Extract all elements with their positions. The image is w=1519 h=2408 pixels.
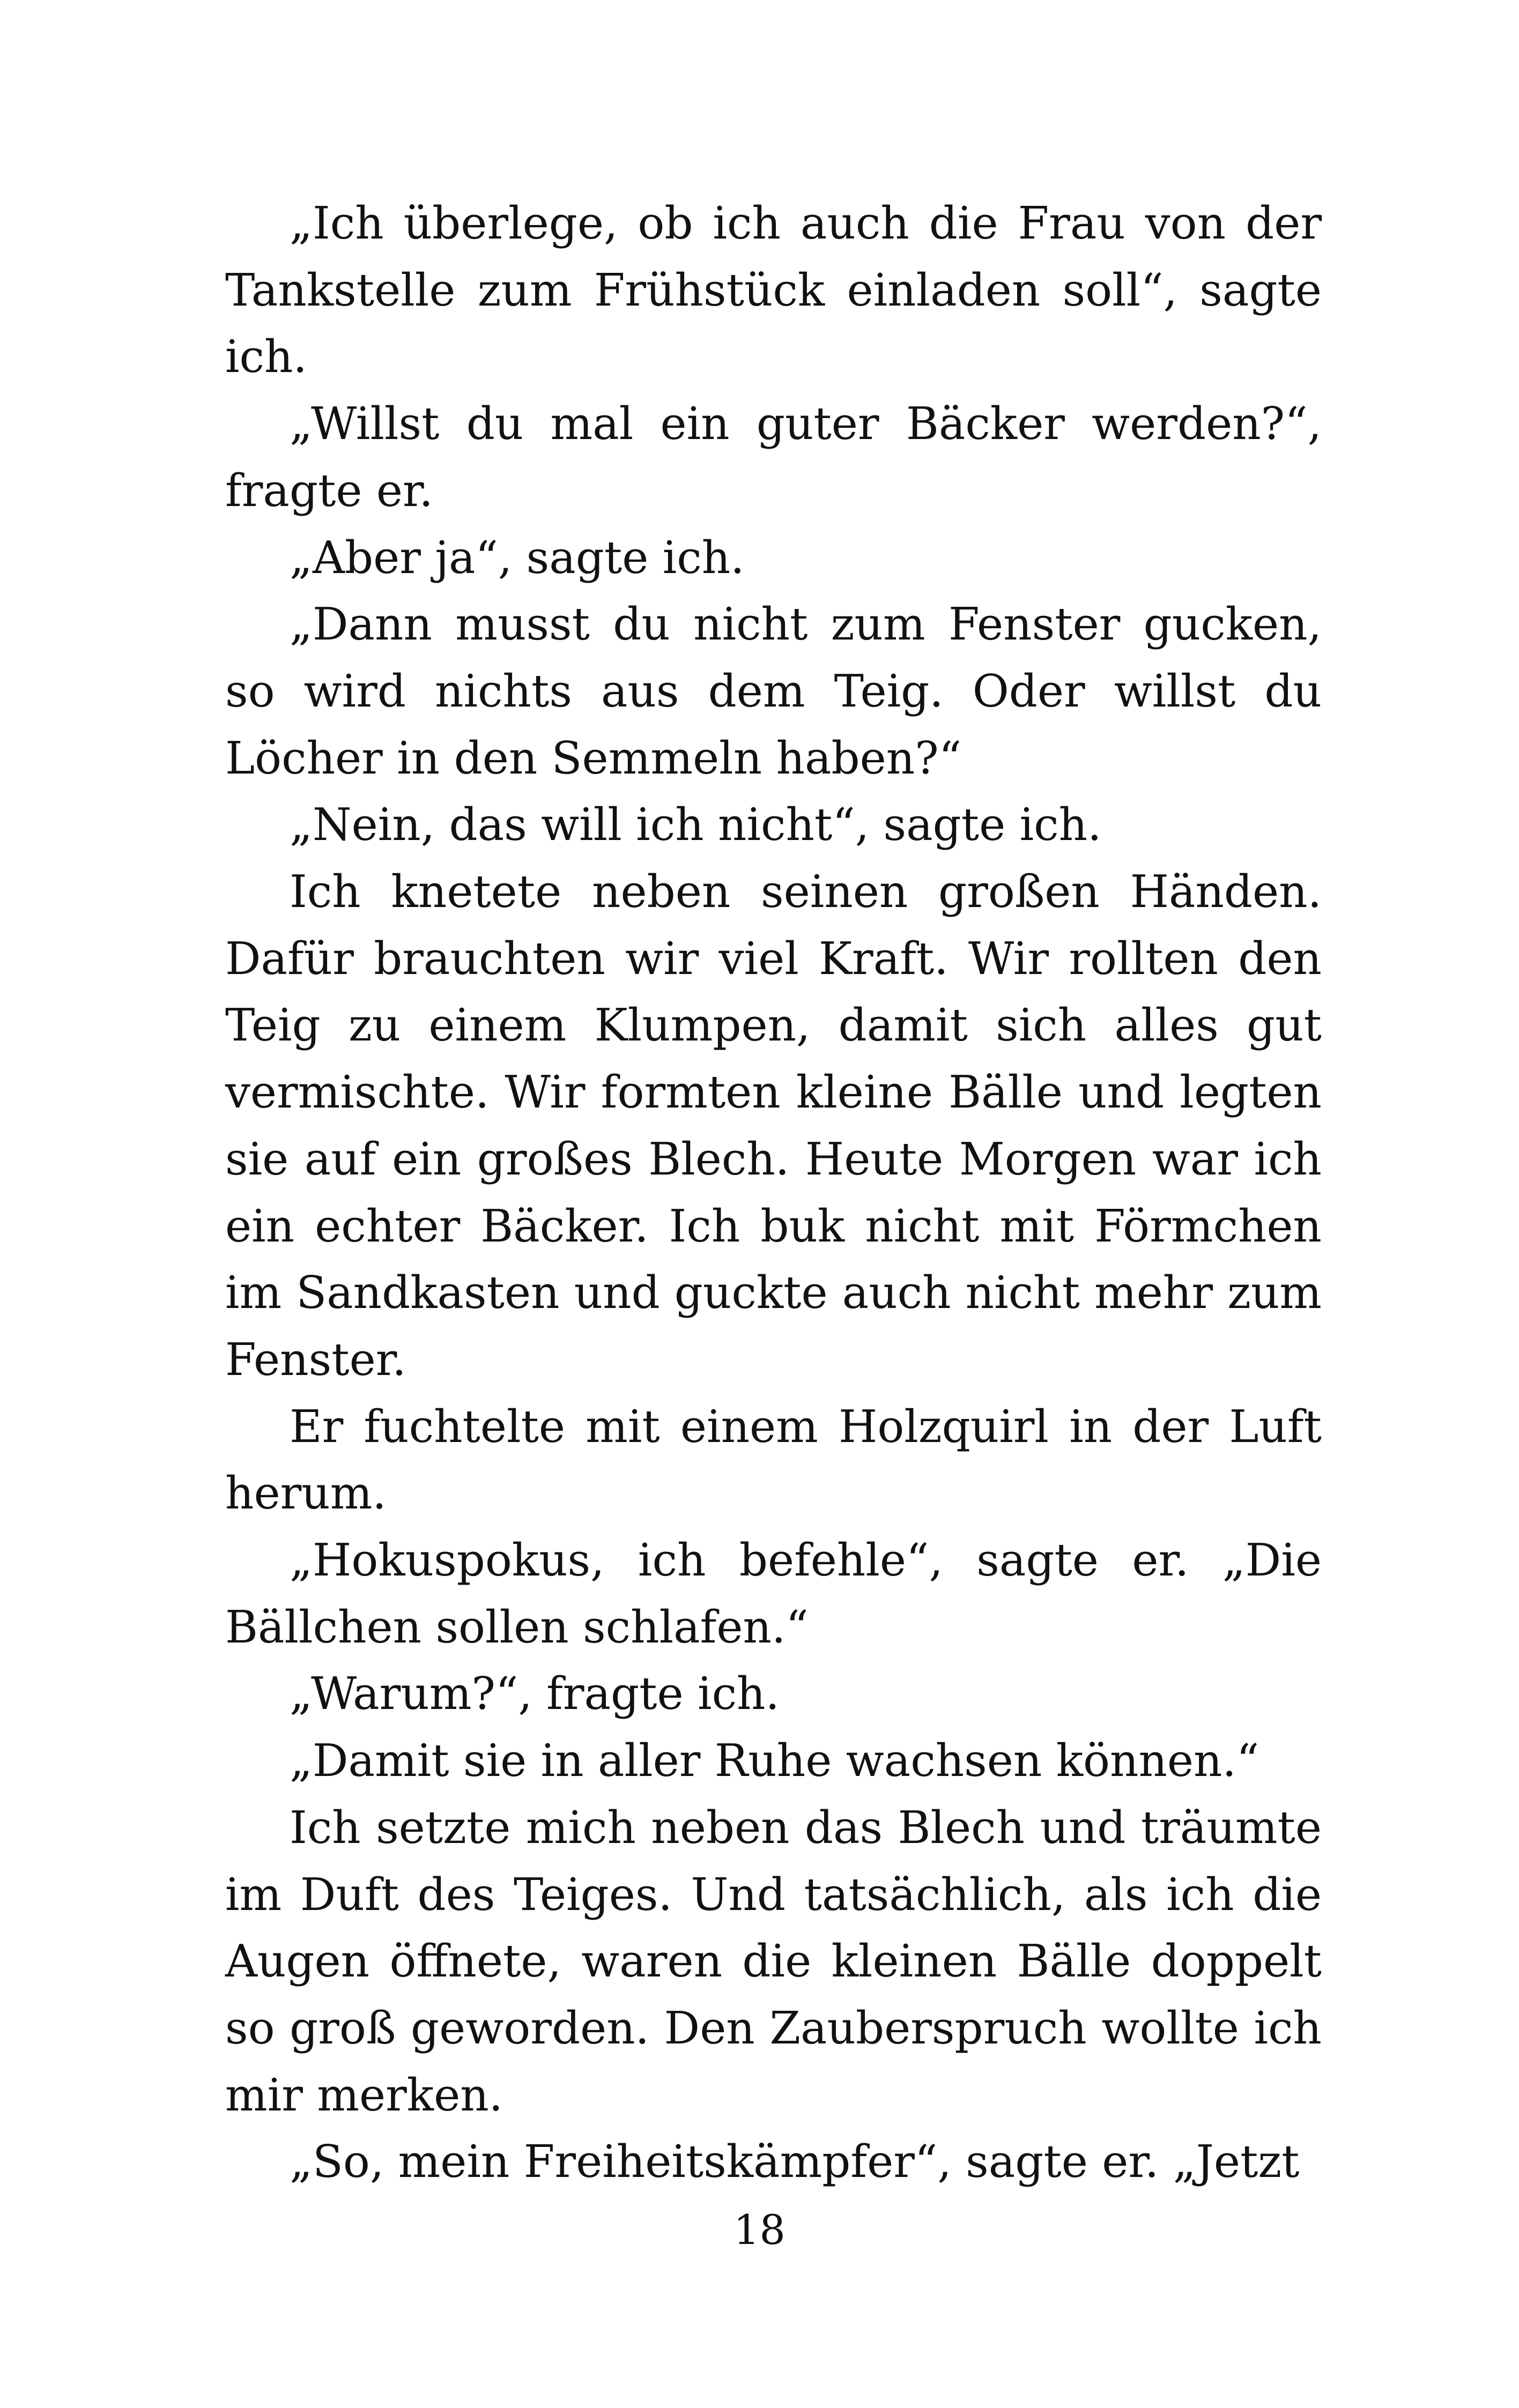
paragraph: „Warum?“, fragte ich.: [290, 1668, 780, 1720]
paragraph: „Damit sie in aller Ruhe wachsen können.“: [290, 1735, 1259, 1787]
paragraph: Ich knetete neben seinen großen Händen. Dafür brauchten wir viel Kraft. Wir rollten den Teig zu einem Klumpen, damit sich alles gut vermischte. Wir formten kleine Bälle und legten sie auf ein großes Blech. Heute Morgen war ich ein echter Bäcker. Ich buk nicht mit Förmchen im Sandkasten und guckte auch nicht mehr zum Fenster.: [225, 866, 1322, 1386]
paragraph: „Aber ja“, sagte ich.: [290, 531, 745, 584]
body-text: [225, 190, 1322, 2196]
paragraph: „Nein, das will ich nicht“, sagte ich.: [290, 799, 1102, 851]
paragraph: „Dann musst du nicht zum Fenster gucken, so wird nichts aus dem Teig. Oder willst du Löcher in den Semmeln haben?“: [225, 598, 1322, 784]
page-number: 18: [733, 2206, 786, 2254]
paragraph: „Willst du mal ein guter Bäcker werden?“, fragte er.: [225, 398, 1322, 517]
paragraph: Er fuchtelte mit einem Holzquirl in der Luft herum.: [225, 1400, 1322, 1520]
paragraph: Ich setzte mich neben das Blech und träumte im Duft des Teiges. Und tatsächlich, als ich die Augen öffnete, waren die kleinen Bälle doppelt so groß geworden. Den Zauberspruch wollte ich mir merken.: [225, 1801, 1322, 2121]
paragraph: „Ich überlege, ob ich auch die Frau von der Tankstelle zum Frühstück einladen soll“, sagte ich.: [225, 197, 1322, 383]
paragraph: „Hokuspokus, ich befehle“, sagte er. „Die Bällchen sollen schlafen.“: [225, 1534, 1322, 1653]
paragraph: „So, mein Freiheitskämpfer“, sagte er. „Jetzt: [290, 2136, 1300, 2188]
